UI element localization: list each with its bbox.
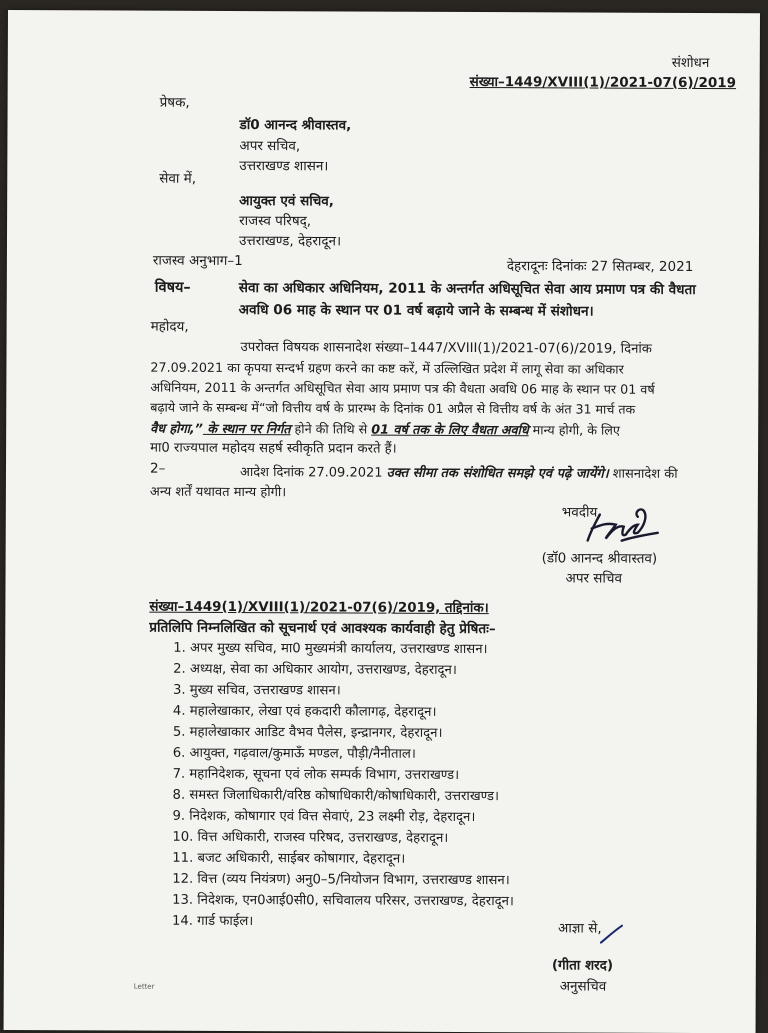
paragraph-1-line-2: 27.09.2021 का कृपया सन्दर्भ ग्रहण करने का कष्ट करें, में उल्लिखित प्रदेश में लागू सेवा का अधिकार: [150, 359, 624, 377]
paragraph-1-line-3: अधिनियम, 2011 के अन्तर्गत अधिसूचित सेवा आय प्रमाण पत्र की वैधता अवधि 06 माह के स्थान पर 01 वर्ष: [150, 379, 655, 397]
list-item: 4. महालेखाकार, लेखा एवं हकदारी कौलागढ़, देहरादून।: [172, 703, 437, 720]
date-line: देहरादूनः दिनांकः 27 सितम्बर, 2021: [506, 258, 694, 275]
footer-letter-mark: Letter: [133, 982, 155, 991]
list-item: 3. मुख्य सचिव, उत्तराखण्ड शासन।: [173, 682, 341, 699]
sender-name: डॉ0 आनन्द श्रीवास्तव,: [239, 117, 352, 134]
reference-number: संख्या–1449/XVIII(1)/2021-07(6)/2019: [469, 74, 737, 92]
by-order-label: आज्ञा से,: [557, 920, 602, 937]
subject-label: विषय–: [154, 279, 191, 296]
salutation: महोदय,: [150, 318, 189, 335]
subject-line-2: अवधि 06 माह के स्थान पर 01 वर्ष बढ़ाये जाने के सम्बन्ध में संशोधन।: [238, 302, 594, 320]
list-item: 11. बजट अधिकारी, साईबर कोषागार, देहरादून।: [172, 850, 406, 867]
from-date-phrase: होने की तिथि से: [290, 421, 372, 437]
paragraph-2-line-1: [240, 462, 678, 482]
list-item: 9. निदेशक, कोषागार एवं वित्त सेवाएं, 23 लक्ष्मी रोड़, देहरादून।: [172, 808, 476, 826]
signatory-designation: अपर सचिव: [565, 570, 623, 587]
recipient-designation: आयुक्त एवं सचिव,: [239, 193, 334, 210]
recipient-place: उत्तराखण्ड, देहरादून।: [238, 233, 342, 250]
govt-order-text: शासनादेश की: [608, 466, 678, 482]
list-item: 5. महालेखाकार आडिट वैभव पैलेस, इन्द्रानगर, देहरादून।: [172, 724, 443, 741]
section-label: राजस्व अनुभाग–1: [152, 252, 243, 270]
list-item: 6. आयुक्त, गढ़वाल/कुमाऊँ मण्डल, पौड़ी/नैनीताल।: [172, 745, 416, 762]
recipient-office: राजस्व परिषद्,: [239, 213, 312, 230]
sender-designation: अपर सचिव,: [239, 138, 301, 155]
valid-phrase: मान्य होगी, के लिए: [528, 422, 620, 438]
list-item: 13. निदेशक, एन0आई0सी0, सचिवालय परिसर, उत्तराखण्ड, देहरादून।: [172, 892, 514, 910]
paragraph-2-number: 2–: [149, 460, 166, 477]
copy-reference: संख्या–1449(1)/XVIII(1)/2021-07(6)/2019, तद्दिनांक।: [149, 599, 489, 617]
order-signatory-name: (गीता शरद): [551, 957, 614, 974]
order-date-text: आदेश दिनांक 27.09.2021: [239, 465, 387, 481]
signatory-name: (डॉ0 आनन्द श्रीवास्तव): [541, 550, 658, 567]
list-item: 7. महानिदेशक, सूचना एवं लोक सम्पर्क विभाग, उत्तराखण्ड।: [172, 766, 460, 783]
order-signatory-designation: अनुसचिव: [559, 978, 607, 995]
closing-yours: भवदीय,: [561, 504, 602, 521]
validity-phrase: 01 वर्ष तक के लिए वैधता अवधि: [371, 421, 529, 438]
paragraph-2-line-2: अन्य शर्तें यथावत मान्य होगी।: [149, 484, 287, 501]
amendment-label: संशोधन: [671, 54, 710, 72]
list-item: 12. वित्त (व्यय नियंत्रण) अनु0–5/नियोजन विभाग, उत्तराखण्ड शासन।: [172, 871, 510, 889]
valid-until-phrase: वैध होगा,”: [150, 420, 203, 436]
sender-office: उत्तराखण्ड शासन।: [239, 158, 329, 175]
list-item: 1. अपर मुख्य सचिव, मा0 मुख्यमंत्री कार्यालय, उत्तराखण्ड शासन।: [173, 640, 488, 658]
paragraph-1: [150, 338, 697, 457]
list-item: 14. गार्ड फाईल।: [171, 913, 254, 930]
paragraph-1-line-1: उपरोक्त विषयक शासनादेश संख्या–1447/XVIII(1)/2021-07(6)/2019, दिनांक: [240, 340, 652, 357]
instead-phrase: के स्थान पर निर्गत: [202, 420, 291, 437]
paragraph-1-line-5: [150, 419, 696, 441]
copy-heading: प्रतिलिपि निम्नलिखित को सूचनार्थ एवं आवश्यक कार्यवाही हेतु प्रेषितः–: [149, 619, 496, 638]
signature-scribble-1: [582, 495, 662, 551]
sender-label: प्रेषक,: [159, 94, 190, 111]
list-item: 10. वित्त अधिकारी, राजस्व परिषद, उत्तराखण्ड, देहरादून।: [172, 829, 449, 846]
recipient-label: सेवा में,: [159, 170, 197, 187]
signature-tick-2: [598, 923, 626, 947]
amended-phrase: उक्त सीमा तक संशोधित समझे एवं पढ़े जायेंगे।: [386, 465, 609, 482]
subject-line-1: सेवा का अधिकार अधिनियम, 2011 के अन्तर्गत अधिसूचित सेवा आय प्रमाण पत्र की वैधता: [238, 280, 696, 299]
list-item: 2. अध्यक्ष, सेवा का अधिकार आयोग, उत्तराखण्ड, देहरादून।: [173, 661, 457, 678]
list-item: 8. समस्त जिलाधिकारी/वरिष्ठ कोषाधिकारी/कोषाधिकारी, उत्तराखण्ड।: [172, 787, 500, 805]
paragraph-1-line-6: मा0 राज्यपाल महोदय सहर्ष स्वीकृति प्रदान करते हैं।: [150, 440, 397, 457]
document-page: [4, 10, 760, 1033]
paragraph-1-line-4: बढ़ाये जाने के सम्बन्ध में“जो वित्तीय वर्ष के प्रारम्भ के दिनांक 01 अप्रैल से वित्तीय वर्ष के अंत 31 मार्च तक: [150, 399, 636, 417]
